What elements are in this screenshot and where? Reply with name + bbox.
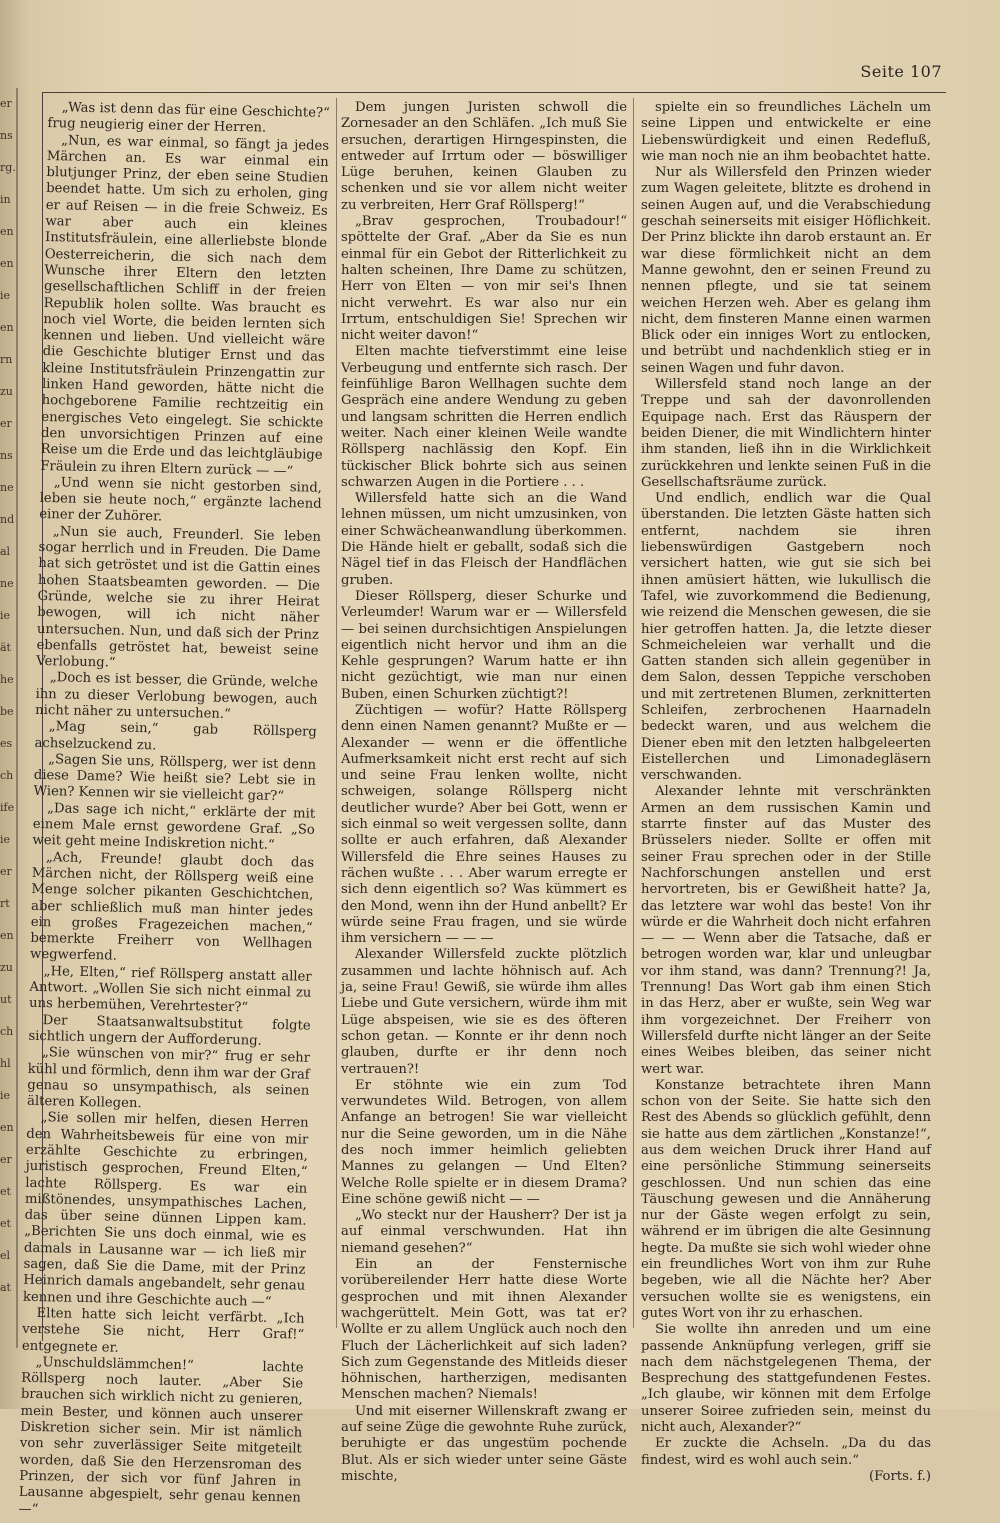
margin-fragment: in [0,193,11,206]
margin-fragment: et [0,1217,11,1230]
margin-fragment: er [0,417,12,430]
paragraph: Er zuckte die Achseln. „Da du das findest, wird es wohl auch sein.“ [641,1436,931,1468]
paragraph: „Wo steckt nur der Hausherr? Der ist ja auf einmal verschwunden. Hat ihn niemand gesehen?“ [341,1208,627,1256]
margin-fragment: ne [0,577,14,590]
paragraph: Ein an der Fensternische vorübereilender Herr hatte diese Worte gesprochen und mit ihnen Alexander wachgerüttelt. Mein Gott, was tat er? Wollte er zu allem Unglück auch noch den Fluch der Lächerlichkeit auf sich laden? Sich zum Gegenstande des Mitleids dieser höhnischen, hartherzigen, medisanten Menschen machen? Niemals! [341,1257,627,1403]
margin-fragment: ie [0,609,11,622]
margin-fragment: ie [0,289,11,302]
margin-fragment: nd [0,513,15,526]
margin-fragment: at [0,1281,11,1294]
paragraph: Alexander Willersfeld zuckte plötzlich zusammen und lachte höhnisch auf. Ach ja, seine Frau! Gewiß, sie würde ihm alles Liebe und Gute versichern, würde ihm mit Lüge abspeisen, wie sie es des öfteren schon getan. — Konnte er ihr denn noch glauben, durfte er ihr denn noch vertrauen?! [341,947,627,1077]
paragraph: „Sie sollen mir helfen, diesen Herren den Wahrheitsbeweis für eine von mir erzählte Geschichte zu erbringen, juristisch gesprochen, Freund Elten,“ lachte Röllsperg. Es war ein mißtönendes, unsympathisches Lachen, das über seine dünnen Lippen kam. „Berichten Sie uns doch einmal, wie es damals in Lausanne war — ich ließ mir sagen, daß Sie die Dame, mit der Prinz Heinrich damals angebandelt, sehr genau kennen und ihre Geschichte auch —“ [22,1110,309,1310]
paragraph: Züchtigen — wofür? Hatte Röllsperg denn einen Namen genannt? Mußte er — Alexander — wenn er die öffentliche Aufmerksamkeit nicht erst recht auf sich und seine Frau lenken wollte, nicht schweigen, solange Röllsperg nicht deutlicher wurde? Aber bei Gott, wenn er sich einmal so weit vergessen sollte, dann sollte er auch erfahren, daß Alexander Willersfeld die Ehre seines Hauses zu rächen wußte . . . Aber warum erregte er sich denn eigentlich so? Was kümmert es den Mond, wenn ihn der Hund anbellt? Er würde seine Frau fragen, und sie würde ihm versichern — — — [341,702,627,947]
margin-fragment: ch [0,1025,14,1038]
paragraph: Dem jungen Juristen schwoll die Zornesader an den Schläfen. „Ich muß Sie ersuchen, derartigen Hirngespinsten, die entweder auf Irrtum oder — böswilliger Lüge beruhen, keinen Glauben zu schenken und sie vor allem nicht weiter zu verbreiten, Herr Graf Röllsperg!“ [341,100,627,213]
margin-fragment: ne [0,481,14,494]
margin-fragment: ie [0,833,11,846]
margin-fragment: er [0,97,12,110]
paragraph: „Brav gesprochen, Troubadour!“ spöttelte der Graf. „Aber da Sie es nun einmal für ein Gebot der Ritterlichkeit zu halten scheinen, Ihre Dame zu schützen, Herr von Elten — von mir sei's Ihnen nicht verwehrt. Es war also nur ein Irrtum, entschuldigen Sie! Sprechen wir nicht weiter davon!“ [341,214,627,344]
paragraph: „Das sage ich nicht,“ erklärte der mit einem Male ernst gewordene Graf. „So weit geht meine Indiskretion nicht.“ [32,800,316,854]
paragraph: „Was ist denn das für eine Geschichte?“ frug neugierig einer der Herren. [47,100,330,136]
margin-fragment: er [0,865,12,878]
margin-fragment: hl [0,1057,11,1070]
margin-fragment: rn [0,353,13,366]
margin-fragment: zu [0,961,13,974]
margin-fragment: ch [0,769,14,782]
paragraph: Der Staatsanwaltsubstitut folgte sichtlich ungern der Aufforderung. [28,1012,311,1049]
paragraph: Alexander lehnte mit verschränkten Armen an dem russischen Kamin und starrte finster auf das Muster des Brüsselers nieder. Sollte er offen mit seiner Frau sprechen oder in der Stille Nachforschungen anstellen und erst hervortreten, bis er Gewißheit hatte? Ja, das letztere war wohl das beste! Von ihr würde er die Wahrheit doch nicht erfahren — — — Wenn aber die Tatsache, daß er betrogen worden war, klar und unleugbar vor ihm stand, was dann? Trennung?! Ja, Trennung! Das Wort gab ihm einen Stich in das Herz, aber er wußte, sein Weg war ihm vorgezeichnet. Der Freiherr von Willersfeld durfte nicht länger an der Seite eines Weibes bleiben, das seiner nicht wert war. [641,784,931,1077]
paragraph: „Mag sein,“ gab Röllsperg achselzuckend zu. [34,719,317,753]
margin-fragment: ut [0,993,12,1006]
page-number: Seite 107 [860,62,942,81]
paragraph: „Und wenn sie nicht gestorben sind, leben sie heute noch,“ ergänzte lachend einer der Zuhörer. [39,475,323,525]
paragraph: „He, Elten,“ rief Röllsperg anstatt aller Antwort. „Wollen Sie sich nicht einmal zu uns herbemühen, Verehrtester?“ [28,963,312,1016]
text-column-1 [18,100,330,1517]
paragraph: Konstanze betrachtete ihren Mann schon von der Seite. Sie hatte sich den Rest des Abends so glücklich gefühlt, denn sie hatte aus dem zärtlichen „Konstanze!“, aus dem weichen Druck ihrer Hand auf eine persönliche Stimmung seinerseits geschlossen. Und nun schien das eine Täuschung gewesen und die Annäherung nur der Gäste wegen erfolgt zu sein, während er im übrigen die alte Gesinnung hegte. Da mußte sie sich wohl wieder ohne ein freundliches Wort von ihm zur Ruhe begeben, wie all die Nächte her? Aber versuchen wollte sie es wenigstens, ein gutes Wort von ihr zu erhaschen. [641,1077,931,1321]
margin-fragment: en [0,225,14,238]
margin-fragment: el [0,1249,11,1262]
margin-fragment: en [0,321,14,334]
paragraph: Er stöhnte wie ein zum Tod verwundetes Wild. Betrogen, von allem Anfange an betrogen! Sie war vielleicht nur die Seine geworden, um in die Nähe des noch immer heimlich geliebten Mannes zu gelangen — Und Elten? Welche Rolle spielte er in diesem Drama? Eine schöne gewiß nicht — — [341,1077,627,1207]
paragraph: „Unschuldslämmchen!“ lachte Röllsperg noch lauter. „Aber Sie brauchen sich wirklich nicht zu genieren, mein Bester, und können auch unserer Diskretion sicher sein. Mir ist nämlich von sehr zuverlässiger Seite mitgeteilt worden, daß Sie den Herzensroman des Prinzen, der sich vor fünf Jahren in Lausanne abgespielt, sehr genau kennen —“ [18,1354,304,1517]
text-column-2 [341,100,627,1484]
margin-fragment: ie [0,1089,11,1102]
margin-fragment: be [0,705,14,718]
margin-fragment: en [0,929,14,942]
margin-fragment: rt [0,897,10,910]
margin-fragment: es [0,737,13,750]
paragraph: Dieser Röllsperg, dieser Schurke und Verleumder! Warum war er — Willersfeld — bei seinen durchsichtigen Anspielungen eigentlich nicht hervor und ihm an die Kehle gesprungen? Warum hatte er ihn nicht gezüchtigt, wie man nur einen Buben, einen Schurken züchtigt?! [341,588,627,702]
paragraph: Elten hatte sich leicht verfärbt. „Ich verstehe Sie nicht, Herr Graf!“ entgegnete er. [21,1305,305,1356]
paragraph: Und mit eiserner Willenskraft zwang er auf seine Züge die gewohnte Ruhe zurück, beruhigte er das ungestüm pochende Blut. Als er sich wieder unter seine Gäste mischte, [341,1403,627,1484]
margin-fragment: et [0,1185,11,1198]
paragraph: Willersfeld hatte sich an die Wand lehnen müssen, um nicht umzusinken, von einer Schwächeanwandlung überkommen. Die Hände hielt er geballt, sodaß sich die Nägel tief in das Fleisch der Handflächen gruben. [341,491,627,588]
paragraph: Nur als Willersfeld den Prinzen wieder zum Wagen geleitete, blitzte es drohend in seinen Augen auf, und die Verabschiedung geschah seinerseits mit eisiger Höflichkeit. Der Prinz blickte ihn darob erstaunt an. Er war diese förmlichkeit nicht an dem Manne gewohnt, den er seinen Freund zu nennen pflegte, und sie tat seinem weichen Herzen weh. Aber es gelang ihm nicht, dem finsteren Manne einen warmen Blick oder ein inniges Wort zu entlocken, und betrübt und nachdenklich stieg er in seinen Wagen und fuhr davon. [641,165,931,376]
margin-fragment: ife [0,801,15,814]
paragraph: „Ach, Freunde! glaubt doch das Märchen nicht, der Röllsperg weiß eine Menge solcher pikanten Geschichtchen, aber schließlich muß man hinter jedes ein großes Fragezeichen machen,“ bemerkte Freiherr von Wellhagen wegwerfend. [29,849,315,965]
margin-fragment: ns [0,129,13,142]
margin-fragment: ät [0,641,11,654]
continued-mark: (Forts. f.) [868,1468,931,1484]
margin-fragment: zu [0,385,13,398]
paragraph: spielte ein so freundliches Lächeln um seine Lippen und entwickelte er eine Liebenswürdigkeit und einen Redefluß, wie man noch nie an ihm beobachtet hatte. [641,100,931,164]
adjacent-page-fragments [0,90,16,1330]
margin-fragment: al [0,545,11,558]
paragraph: Willersfeld stand noch lange an der Treppe und sah der davonrollenden Equipage nach. Erst das Räuspern der beiden Diener, die mit Windlichtern hinter ihm standen, ließ ihn in die Wirklichkeit zurückkehren und lenkte seinen Fuß in die Gesellschaftsräume zurück. [641,377,931,490]
margin-fragment: en [0,1121,14,1134]
paragraph: Elten machte tiefverstimmt eine leise Verbeugung und entfernte sich rasch. Der feinfühlige Baron Wellhagen suchte dem Gespräch eine andere Wendung zu geben und langsam schritten die Herren endlich weiter. Nach einer kleinen Weile wandte Röllsperg nachlässig den Kopf. Ein tückischer Blick bohrte sich aus seinen schwarzen Augen in die Portiere . . . [341,344,627,490]
column-divider [633,98,634,1328]
text-column-3 [641,100,931,1484]
margin-fragment: he [0,673,14,686]
paragraph: „Sagen Sie uns, Röllsperg, wer ist denn diese Dame? Wie heißt sie? Lebt sie in Wien? Kennen wir sie vielleicht gar?“ [33,752,317,805]
column-divider [336,98,337,1328]
paragraph: „Sie wünschen von mir?“ frug er sehr kühl und förmlich, denn ihm war der Graf genau so unsympathisch, als seinen älteren Kollegen. [26,1045,311,1112]
margin-fragment: er [0,1153,12,1166]
paragraph: Sie wollte ihn anreden und um eine passende Anknüpfung verlegen, griff sie nach dem nächstgelegenen Thema, der Besprechung des stattgefundenen Festes. „Ich glaube, wir können mit dem Erfolge unserer Soiree zufrieden sein, meinst du nicht auch, Alexander?“ [641,1322,931,1436]
paragraph: „Nun, es war einmal, so fängt ja jedes Märchen an. Es war einmal ein blutjunger Prinz, der eben seine Studien beendet hatte. Um sich zu erholen, ging er auf Reisen — in die freie Schweiz. Es war aber auch ein kleines Institutsfräulein, eine allerliebste blonde Oesterreicherin, die sich nach dem Wunsche ihrer Eltern den letzten gesellschaftlichen Schliff in der freien Republik holen sollte. Was braucht es noch viel Worte, die beiden lernten sich kennen und lieben. Und vielleicht wäre die Geschichte blutiger Ernst und das kleine Institutsfräulein Prinzengattin zur linken Hand geworden, hätte nicht die hochgeborene Familie rechtzeitig ein energisches Veto eingelegt. Sie schickte den unvorsichtigen Prinzen auf eine Reise um die Erde und das leichtgläubige Fräulein zu ihren Eltern zurück — —“ [40,132,330,479]
margin-fragment: rg. [0,161,16,174]
paragraph: Und endlich, endlich war die Qual überstanden. Die letzten Gäste hatten sich entfernt, nachdem sie ihren liebenswürdigen Gastgebern noch versichert hatten, wie gut sie sich bei ihnen amüsiert hätten, wie lukullisch die Tafel, wie zuvorkommend die Bedienung, wie reizend die Menschen gewesen, die sie hier getroffen hatten. Ja, die letzte dieser Schmeicheleien war verhallt und die Gatten standen sich allein gegenüber in dem Salon, dessen Teppiche verschoben und mit zertretenen Blumen, zerknitterten Schleifen, zerbrochenen Haarnadeln bedeckt waren, und aus welchem die Diener eben mit den letzten halbgeleerten Eistellerchen und Limonadegläsern verschwanden. [641,491,931,784]
margin-fragment: ns [0,449,13,462]
page-gutter [16,88,18,1348]
margin-fragment: en [0,257,14,270]
paragraph: „Doch es ist besser, die Gründe, welche ihn zu dieser Verlobung bewogen, auch nicht näher zu untersuchen.“ [35,670,318,722]
paragraph: „Nun sie auch, Freunderl. Sie leben sogar herrlich und in Freuden. Die Dame hat sich getröstet und ist die Gattin eines hohen Staatsbeamten geworden. — Die Gründe, welche sie zu ihrer Heirat bewogen, will ich nicht näher untersuchen. Nun, und daß sich der Prinz ebenfalls getröstet hat, beweist seine Verlobung.“ [36,523,322,671]
